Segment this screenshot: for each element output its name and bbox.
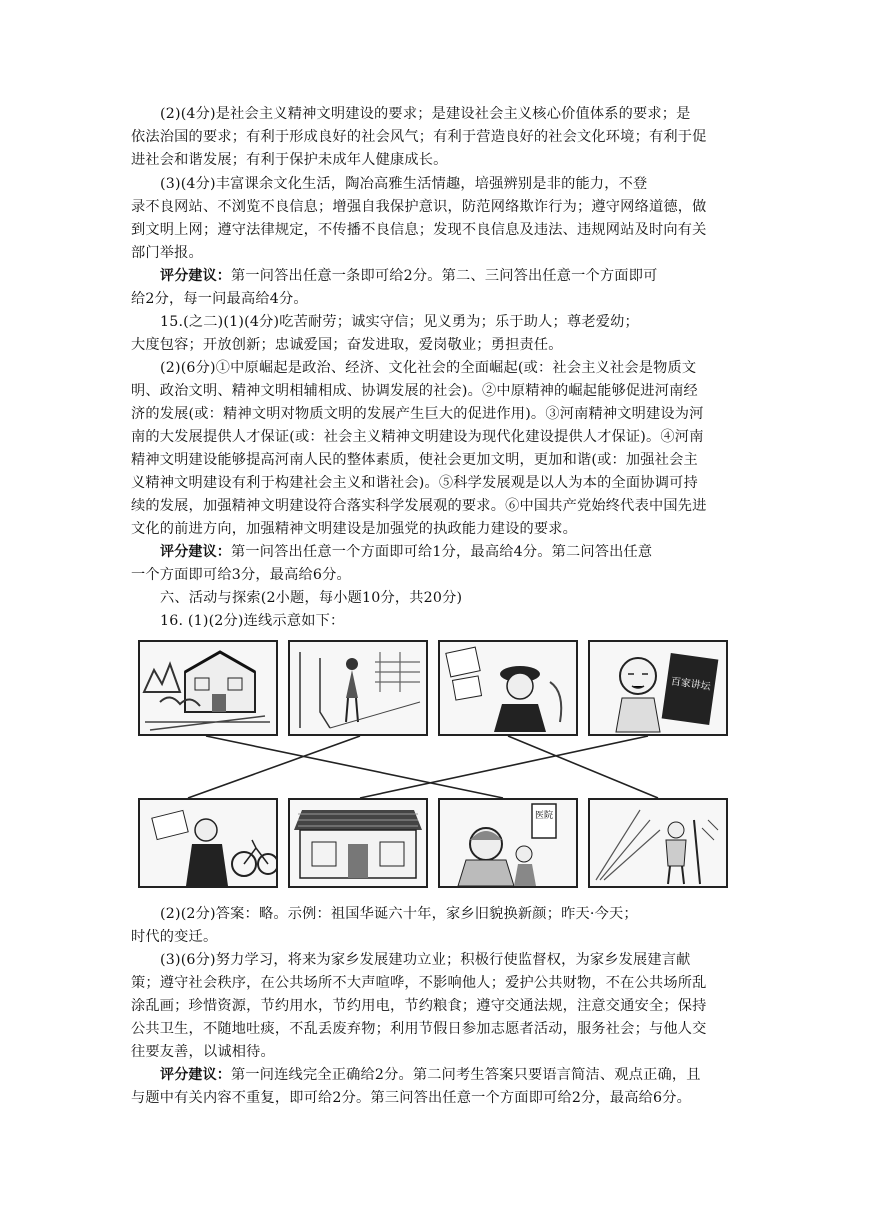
question-16-heading: 16. (1)(2分)连线示意如下： xyxy=(160,613,345,629)
text-line: 部门举报。 xyxy=(131,245,203,261)
scoring-note: 评分建议：第一问答出任意一条即可给2分。第二、三问答出任意一个方面即可 xyxy=(160,268,658,284)
text-line: 往要友善，以诚相待。 xyxy=(131,1044,275,1060)
panel-hospital xyxy=(438,798,578,888)
text-line: 到文明上网；遵守法律规定，不传播不良信息；发现不良信息及违法、违规网站及时向有关 xyxy=(131,222,707,238)
text-line: (2)(6分)①中原崛起是政治、经济、文化社会的全面崛起(或：社会主义社会是物质文 xyxy=(160,360,697,376)
text-line: (2)(4分)是社会主义精神文明建设的要求；是建设社会主义核心价值体系的要求；是 xyxy=(160,106,691,122)
panel-reading-man xyxy=(438,640,578,736)
panel-new-house xyxy=(138,640,278,736)
text-line: 精神文明建设能够提高河南人民的整体素质，使社会更加文明，更加和谐(或：加强社会主 xyxy=(131,452,698,468)
scoring-note: 评分建议：第一问连线完全正确给2分。第二问考生答案只要语言简洁、观点正确，且 xyxy=(160,1067,701,1083)
text-line: (2)(2分)答案：略。示例：祖国华诞六十年，家乡旧貌换新颜；昨天·今天； xyxy=(160,906,638,922)
section-heading: 六、活动与探索(2小题，每小题10分，共20分) xyxy=(160,590,463,606)
text-line: 一个方面即可给3分，最高给6分。 xyxy=(131,567,351,583)
matching-figure xyxy=(128,636,740,892)
book-title: 百家讲坛 xyxy=(670,676,712,693)
hospital-sign: 医院 xyxy=(534,811,554,821)
text-line: 明、政治文明、精神文明相辅相成、协调发展的社会)。②中原精神的崛起能够促进河南经 xyxy=(131,383,698,399)
panel-farmer xyxy=(588,798,728,888)
panel-street-walker xyxy=(288,640,428,736)
scoring-note: 评分建议：第一问答出任意一个方面即可给1分，最高给4分。第二问答出任意 xyxy=(160,544,653,560)
question-15-heading: 15.(之二)(1)(4分)吃苦耐劳；诚实守信；见义勇为；乐于助人；尊老爱幼； xyxy=(160,314,639,330)
panel-old-house xyxy=(288,798,428,888)
text-line: 文化的前进方向，加强精神文明建设是加强党的执政能力建设的要求。 xyxy=(131,521,578,537)
text-line: 给2分，每一问最高给4分。 xyxy=(131,291,308,307)
text-line: 大度包容；开放创新；忠诚爱国；奋发进取，爱岗敬业；勇担责任。 xyxy=(131,337,563,353)
text-line: (3)(6分)努力学习，将来为家乡发展建功立业；积极行使监督权，为家乡发展建言献 xyxy=(160,952,691,968)
text-line: 义精神文明建设有利于构建社会主义和谐社会)。⑤科学发展观是以人为本的全面协调可持 xyxy=(131,475,698,491)
scoring-label: 评分建议： xyxy=(160,1067,231,1083)
text-line: 时代的变迁。 xyxy=(131,929,218,945)
text-line: (3)(4分)丰富课余文化生活，陶冶高雅生活情趣，培强辨别是非的能力，不登 xyxy=(160,176,648,192)
text-line: 公共卫生，不随地吐痰，不乱丢废弃物；利用节假日参加志愿者活动，服务社会；与他人交 xyxy=(131,1021,707,1037)
text-line: 进社会和谐发展；有利于保护未成年人健康成长。 xyxy=(131,152,448,168)
text-line: 录不良网站、不浏览不良信息；增强自我保护意识，防范网络欺诈行为；遵守网络道德，做 xyxy=(131,199,707,215)
text-line: 与题中有关内容不重复，即可给2分。第三问答出任意一个方面即可给2分，最高给6分。 xyxy=(131,1090,692,1106)
text-line: 济的发展(或：精神文明对物质文明的发展产生巨大的促进作用)。③河南精神文明建设为河 xyxy=(131,406,704,422)
text-line: 涂乱画；珍惜资源，节约用水，节约用电，节约粮食；遵守交通法规，注意交通安全；保持 xyxy=(131,998,707,1014)
text-line: 南的大发展提供人才保证(或：社会主义精神文明建设为现代化建设提供人才保证)。④河南 xyxy=(131,429,704,445)
text-line: 策；遵守社会秩序，在公共场所不大声喧哗，不影响他人；爱护公共财物，不在公共场所乱 xyxy=(131,975,707,991)
scoring-label: 评分建议： xyxy=(160,544,231,560)
text-line: 依法治国的要求；有利于形成良好的社会风气；有利于营造良好的社会文化环境；有利于促 xyxy=(131,129,707,145)
panel-bicycle-man xyxy=(138,798,278,888)
scoring-label: 评分建议： xyxy=(160,268,231,284)
text-line: 续的发展，加强精神文明建设符合落实科学发展观的要求。⑥中国共产党始终代表中国先进 xyxy=(131,498,707,514)
panel-old-man-book xyxy=(588,640,728,736)
